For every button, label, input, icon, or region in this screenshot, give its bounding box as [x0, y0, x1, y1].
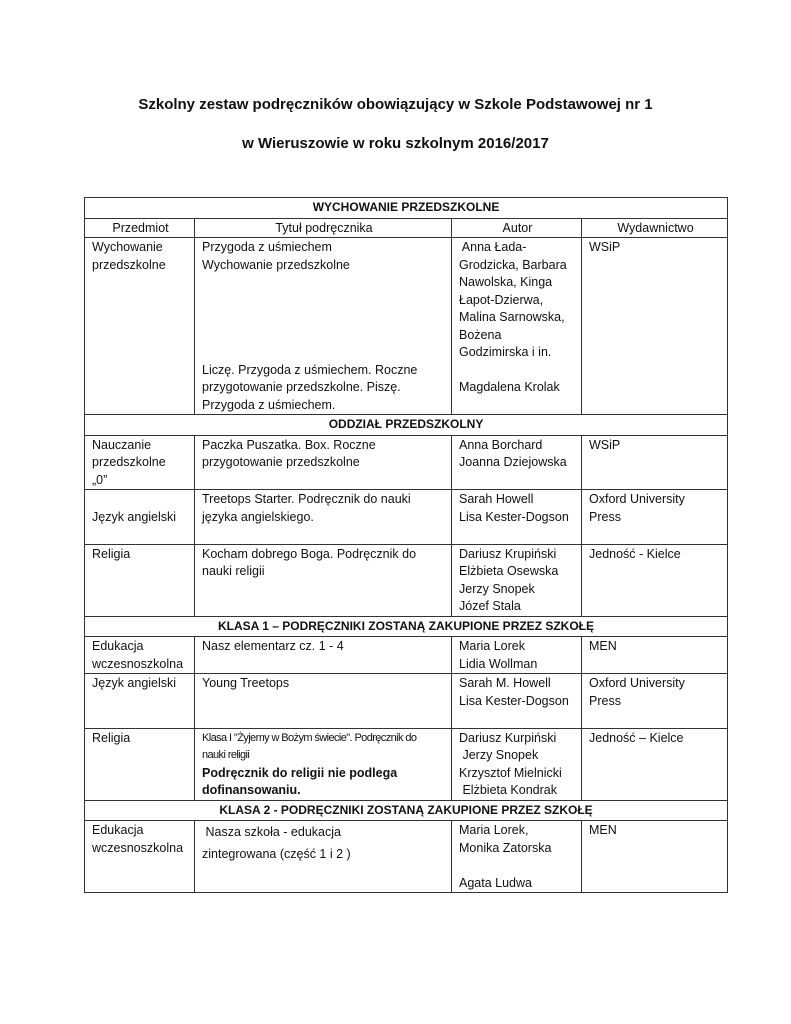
- author-cell: [452, 544, 582, 616]
- title-text: przygotowanie przedszkolne. Piszę.: [202, 380, 401, 394]
- subject-cell: [85, 238, 195, 415]
- subject-text: Język angielski: [92, 676, 177, 690]
- column-header-publisher: Wydawnictwo: [582, 218, 728, 238]
- author-cell: [452, 637, 582, 674]
- title-text: przygotowanie przedszkolne: [202, 455, 360, 469]
- author-cell: [452, 821, 582, 893]
- title-text: Nasza szkoła - edukacja: [202, 825, 341, 839]
- author-cell: [452, 435, 582, 490]
- document-title-line-1: Szkolny zestaw podręczników obowiązujący w Szkole Podstawowej nr 1: [138, 96, 653, 113]
- publisher-text: MEN: [589, 823, 617, 837]
- author-text: Łapot-Dzierwa,: [459, 292, 544, 307]
- table-row: [85, 238, 728, 415]
- column-header-title: Tytuł podręcznika: [195, 218, 452, 238]
- subject-text: „0”: [92, 472, 108, 487]
- title-text: Liczę. Przygoda z uśmiechem. Roczne: [202, 362, 418, 377]
- publisher-text: WSiP: [589, 240, 621, 254]
- title-text: Treetops Starter. Podręcznik do nauki: [202, 492, 411, 506]
- author-cell: [452, 490, 582, 545]
- author-text: Lidia Wollman: [459, 656, 538, 671]
- title-cell: [195, 637, 452, 674]
- title-text: Paczka Puszatka. Box. Roczne: [202, 437, 376, 452]
- author-text: Krzysztof Mielnicki: [459, 765, 562, 780]
- author-text: Elżbieta Osewska: [459, 564, 559, 578]
- title-text: Kocham dobrego Boga. Podręcznik do: [202, 546, 417, 561]
- title-text: Klasa I "Żyjemy w Bożym świecie". Podręcznik do: [202, 731, 417, 744]
- section-heading: KLASA 1 – PODRĘCZNIKI ZOSTANĄ ZAKUPIONE PRZEZ SZKOŁĘ: [85, 616, 728, 637]
- section-heading: KLASA 2 - PODRĘCZNIKI ZOSTANĄ ZAKUPIONE PRZEZ SZKOŁĘ: [85, 800, 728, 821]
- title-cell: [195, 238, 452, 415]
- table-row: [85, 637, 728, 674]
- table-row: [85, 728, 728, 800]
- textbook-table: [84, 197, 728, 893]
- publisher-cell: [582, 821, 728, 893]
- publisher-cell: [582, 728, 728, 800]
- author-text: Bożena: [459, 327, 502, 342]
- table-row: [85, 674, 728, 729]
- author-text: Monika Zatorska: [459, 840, 552, 855]
- subject-text: Religia: [92, 546, 131, 561]
- author-text: Lisa Kester-Dogson: [459, 693, 569, 708]
- author-text: Elżbieta Kondrak: [459, 783, 557, 797]
- subject-text: Wychowanie: [92, 240, 163, 254]
- author-text: Magdalena Krolak: [459, 380, 560, 394]
- subject-cell: [85, 435, 195, 490]
- subject-text: Edukacja: [92, 823, 144, 837]
- title-text: Young Treetops: [202, 676, 290, 690]
- title-text: Wychowanie przedszkolne: [202, 257, 350, 272]
- section-heading: WYCHOWANIE PRZEDSZKOLNE: [85, 198, 728, 219]
- table-header-row: [85, 218, 728, 238]
- author-text: Jerzy Snopek: [459, 581, 535, 596]
- subject-text: wczesnoszkolna: [92, 840, 184, 855]
- title-note-text: Podręcznik do religii nie podlega: [202, 765, 398, 780]
- title-cell: [195, 490, 452, 545]
- section-heading: ODDZIAŁ PRZEDSZKOLNY: [85, 415, 728, 436]
- author-text: Maria Lorek: [459, 639, 525, 653]
- title-cell: [195, 674, 452, 729]
- publisher-text: Jedność – Kielce: [589, 730, 684, 745]
- subject-cell: [85, 821, 195, 893]
- table-row: [85, 435, 728, 490]
- subject-text: wczesnoszkolna: [92, 656, 184, 671]
- subject-cell: [85, 490, 195, 545]
- author-cell: [452, 238, 582, 415]
- author-text: Dariusz Krupiński: [459, 546, 557, 561]
- author-text: Maria Lorek,: [459, 823, 529, 837]
- publisher-text: Jedność - Kielce: [589, 546, 681, 561]
- author-text: Godzimirska i in.: [459, 345, 552, 359]
- publisher-text: Oxford University: [589, 492, 685, 506]
- title-text: Przygoda z uśmiechem.: [202, 397, 336, 412]
- subject-cell: [85, 544, 195, 616]
- publisher-text: Oxford University: [589, 676, 685, 690]
- title-text: zintegrowana (część 1 i 2 ): [202, 846, 351, 861]
- table-row: [85, 821, 728, 893]
- publisher-cell: [582, 674, 728, 729]
- author-text: Dariusz Kurpiński: [459, 730, 557, 745]
- subject-text: przedszkolne: [92, 257, 166, 272]
- publisher-cell: [582, 637, 728, 674]
- subject-text: Edukacja: [92, 639, 144, 653]
- publisher-text: Press: [589, 693, 621, 708]
- title-note-text: dofinansowaniu.: [202, 783, 301, 797]
- author-text: Lisa Kester-Dogson: [459, 509, 569, 524]
- author-text: Grodzicka, Barbara: [459, 257, 567, 272]
- title-cell: [195, 821, 452, 893]
- subject-cell: [85, 728, 195, 800]
- subject-text: Nauczanie: [92, 437, 152, 452]
- title-cell: [195, 728, 452, 800]
- title-text: Przygoda z uśmiechem: [202, 240, 332, 254]
- column-header-subject: Przedmiot: [85, 218, 195, 238]
- title-text: Nasz elementarz cz. 1 - 4: [202, 639, 344, 653]
- author-text: Nawolska, Kinga: [459, 275, 553, 289]
- author-text: Anna Borchard: [459, 437, 543, 452]
- author-text: Agata Ludwa: [459, 875, 532, 890]
- subject-text: Język angielski: [92, 509, 177, 524]
- author-text: Sarah M. Howell: [459, 676, 551, 690]
- table-row: [85, 490, 728, 545]
- subject-text: przedszkolne: [92, 455, 166, 469]
- publisher-text: MEN: [589, 639, 617, 653]
- subject-cell: [85, 637, 195, 674]
- author-text: Sarah Howell: [459, 492, 534, 506]
- author-cell: [452, 728, 582, 800]
- title-cell: [195, 435, 452, 490]
- author-text: Malina Sarnowska,: [459, 310, 565, 324]
- subject-cell: [85, 674, 195, 729]
- publisher-cell: [582, 490, 728, 545]
- column-header-author: Autor: [452, 218, 582, 238]
- title-text: nauki religii: [202, 564, 265, 578]
- author-text: Józef Stala: [459, 599, 521, 613]
- subject-text: Religia: [92, 730, 131, 745]
- author-cell: [452, 674, 582, 729]
- table-row: [85, 544, 728, 616]
- title-text: języka angielskiego.: [202, 509, 314, 524]
- author-text: Anna Łada-: [459, 240, 527, 254]
- title-cell: [195, 544, 452, 616]
- author-text: Jerzy Snopek: [459, 748, 539, 762]
- author-text: Joanna Dziejowska: [459, 455, 567, 469]
- publisher-text: WSiP: [589, 437, 621, 452]
- publisher-text: Press: [589, 509, 621, 524]
- publisher-cell: [582, 544, 728, 616]
- title-text: nauki religii: [202, 749, 250, 761]
- publisher-cell: [582, 435, 728, 490]
- publisher-cell: [582, 238, 728, 415]
- document-title-line-2: w Wieruszowie w roku szkolnym 2016/2017: [242, 135, 549, 152]
